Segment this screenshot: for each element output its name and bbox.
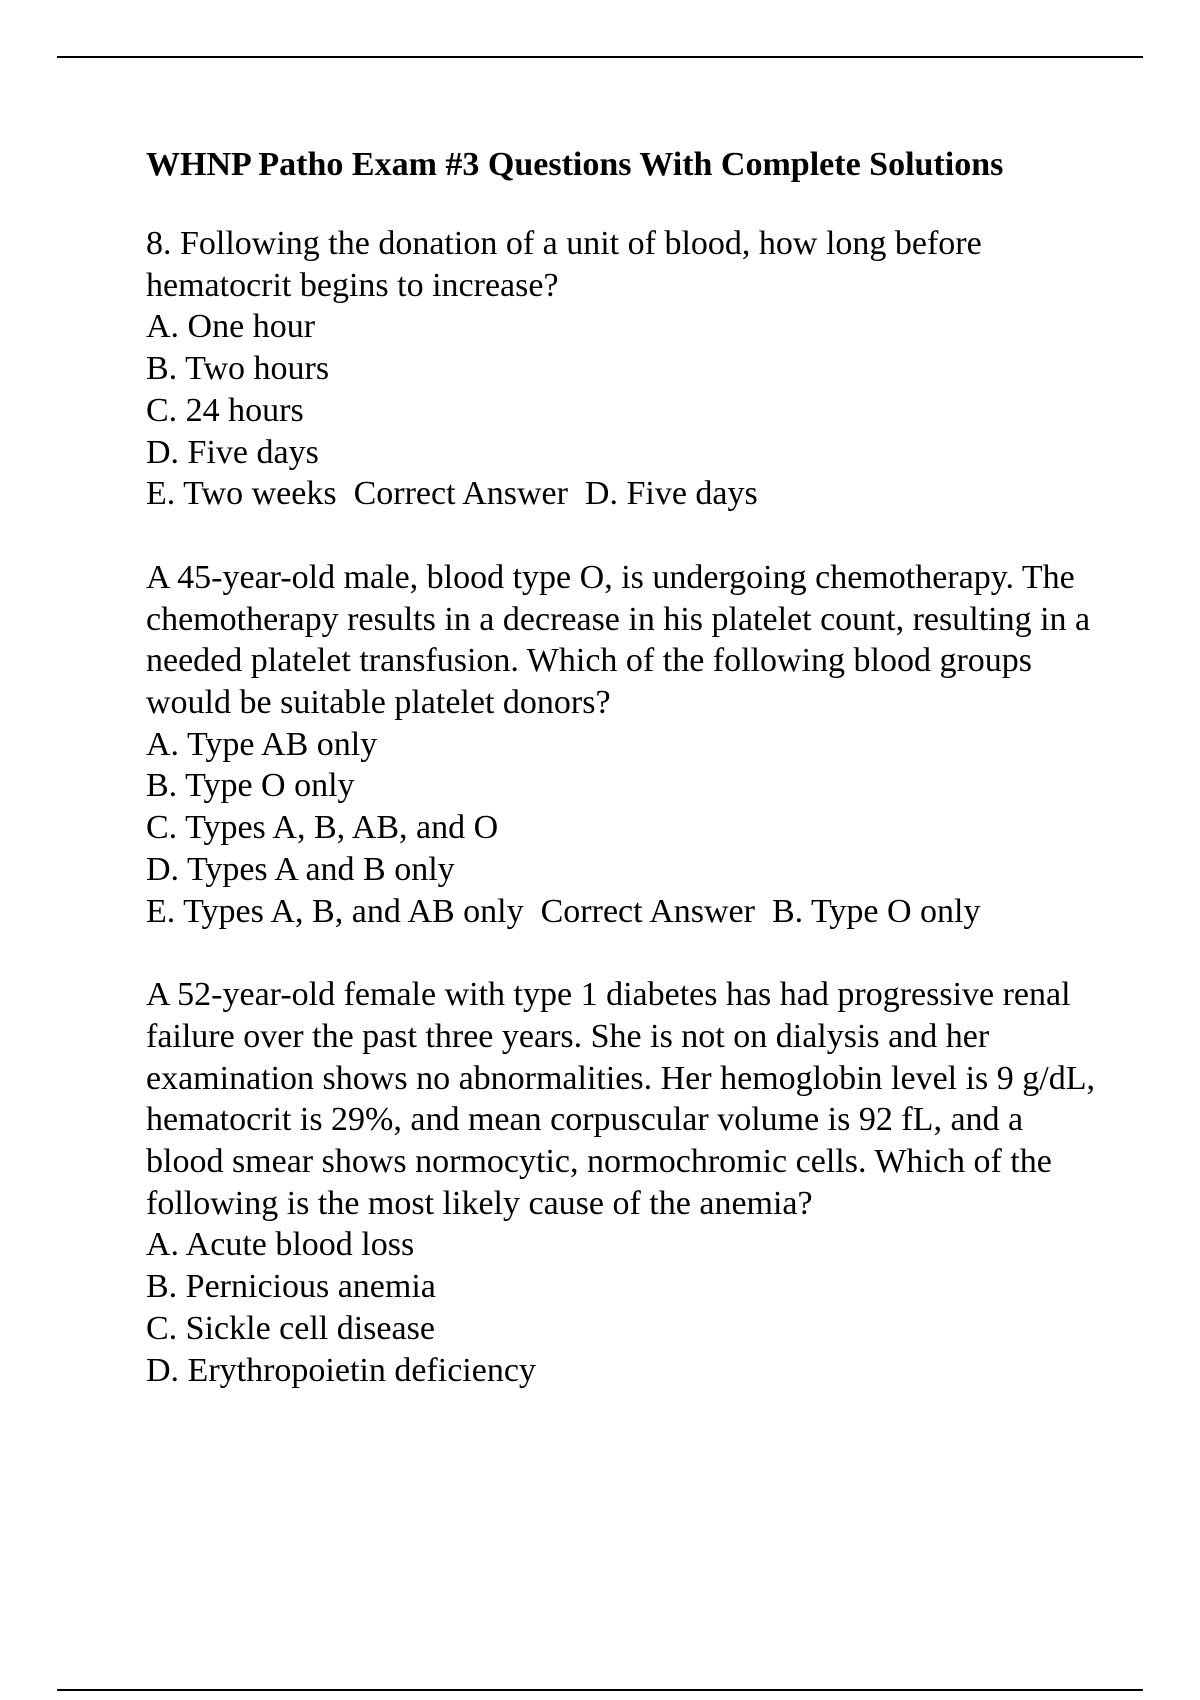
option-a: A. Type AB only — [146, 725, 378, 763]
option-d: D. Five days — [146, 433, 319, 471]
option-c: C. Types A, B, AB, and O — [146, 809, 499, 847]
option-b: B. Type O only — [146, 767, 355, 805]
option-d: D. Erythropoietin deficiency — [146, 1351, 536, 1389]
question-text: A 45-year-old male, blood type O, is undergoing chemotherapy. The chemotherapy results in a decrease in his platelet count, resulting in a needed platelet transfusion. Which of the following blood groups would be suitable platelet donors? — [146, 558, 1091, 722]
correct-answer: D. Five days — [584, 475, 758, 513]
document-body — [146, 141, 1106, 1433]
question-2 — [146, 557, 1106, 932]
option-b: B. Pernicious anemia — [146, 1268, 436, 1306]
option-c: C. Sickle cell disease — [146, 1309, 435, 1347]
correct-answer: B. Type O only — [771, 892, 981, 930]
correct-answer-label: Correct Answer — [353, 475, 568, 513]
question-text: 8. Following the donation of a unit of blood, how long before hematocrit begins to increase? — [146, 225, 982, 304]
document-title: WHNP Patho Exam #3 Questions With Complete Solutions — [146, 146, 1004, 183]
correct-answer-label: Correct Answer — [540, 892, 755, 930]
option-a: A. Acute blood loss — [146, 1226, 415, 1264]
header-rule — [57, 56, 1143, 58]
option-a: A. One hour — [146, 308, 316, 346]
option-c: C. 24 hours — [146, 391, 304, 429]
option-d: D. Types A and B only — [146, 850, 455, 888]
option-e: E. Two weeks — [146, 475, 337, 513]
question-3 — [146, 974, 1106, 1391]
footer-rule — [57, 1689, 1143, 1691]
option-e: E. Types A, B, and AB only — [146, 892, 524, 930]
question-1 — [146, 223, 1106, 515]
question-text: A 52-year-old female with type 1 diabetes has had progressive renal failure over the past three years. She is not on dialysis and her examination shows no abnormalities. Her hemoglobin level is 9 g/dL, hematocrit is 29%, and mean corpuscular volume is 92 fL, and a blood smear shows normocytic, normochromic cells. Which of the following is the most likely cause of the anemia? — [146, 976, 1095, 1222]
option-e-with-answer — [146, 891, 1106, 933]
option-e-with-answer — [146, 473, 1106, 515]
option-b: B. Two hours — [146, 350, 330, 388]
